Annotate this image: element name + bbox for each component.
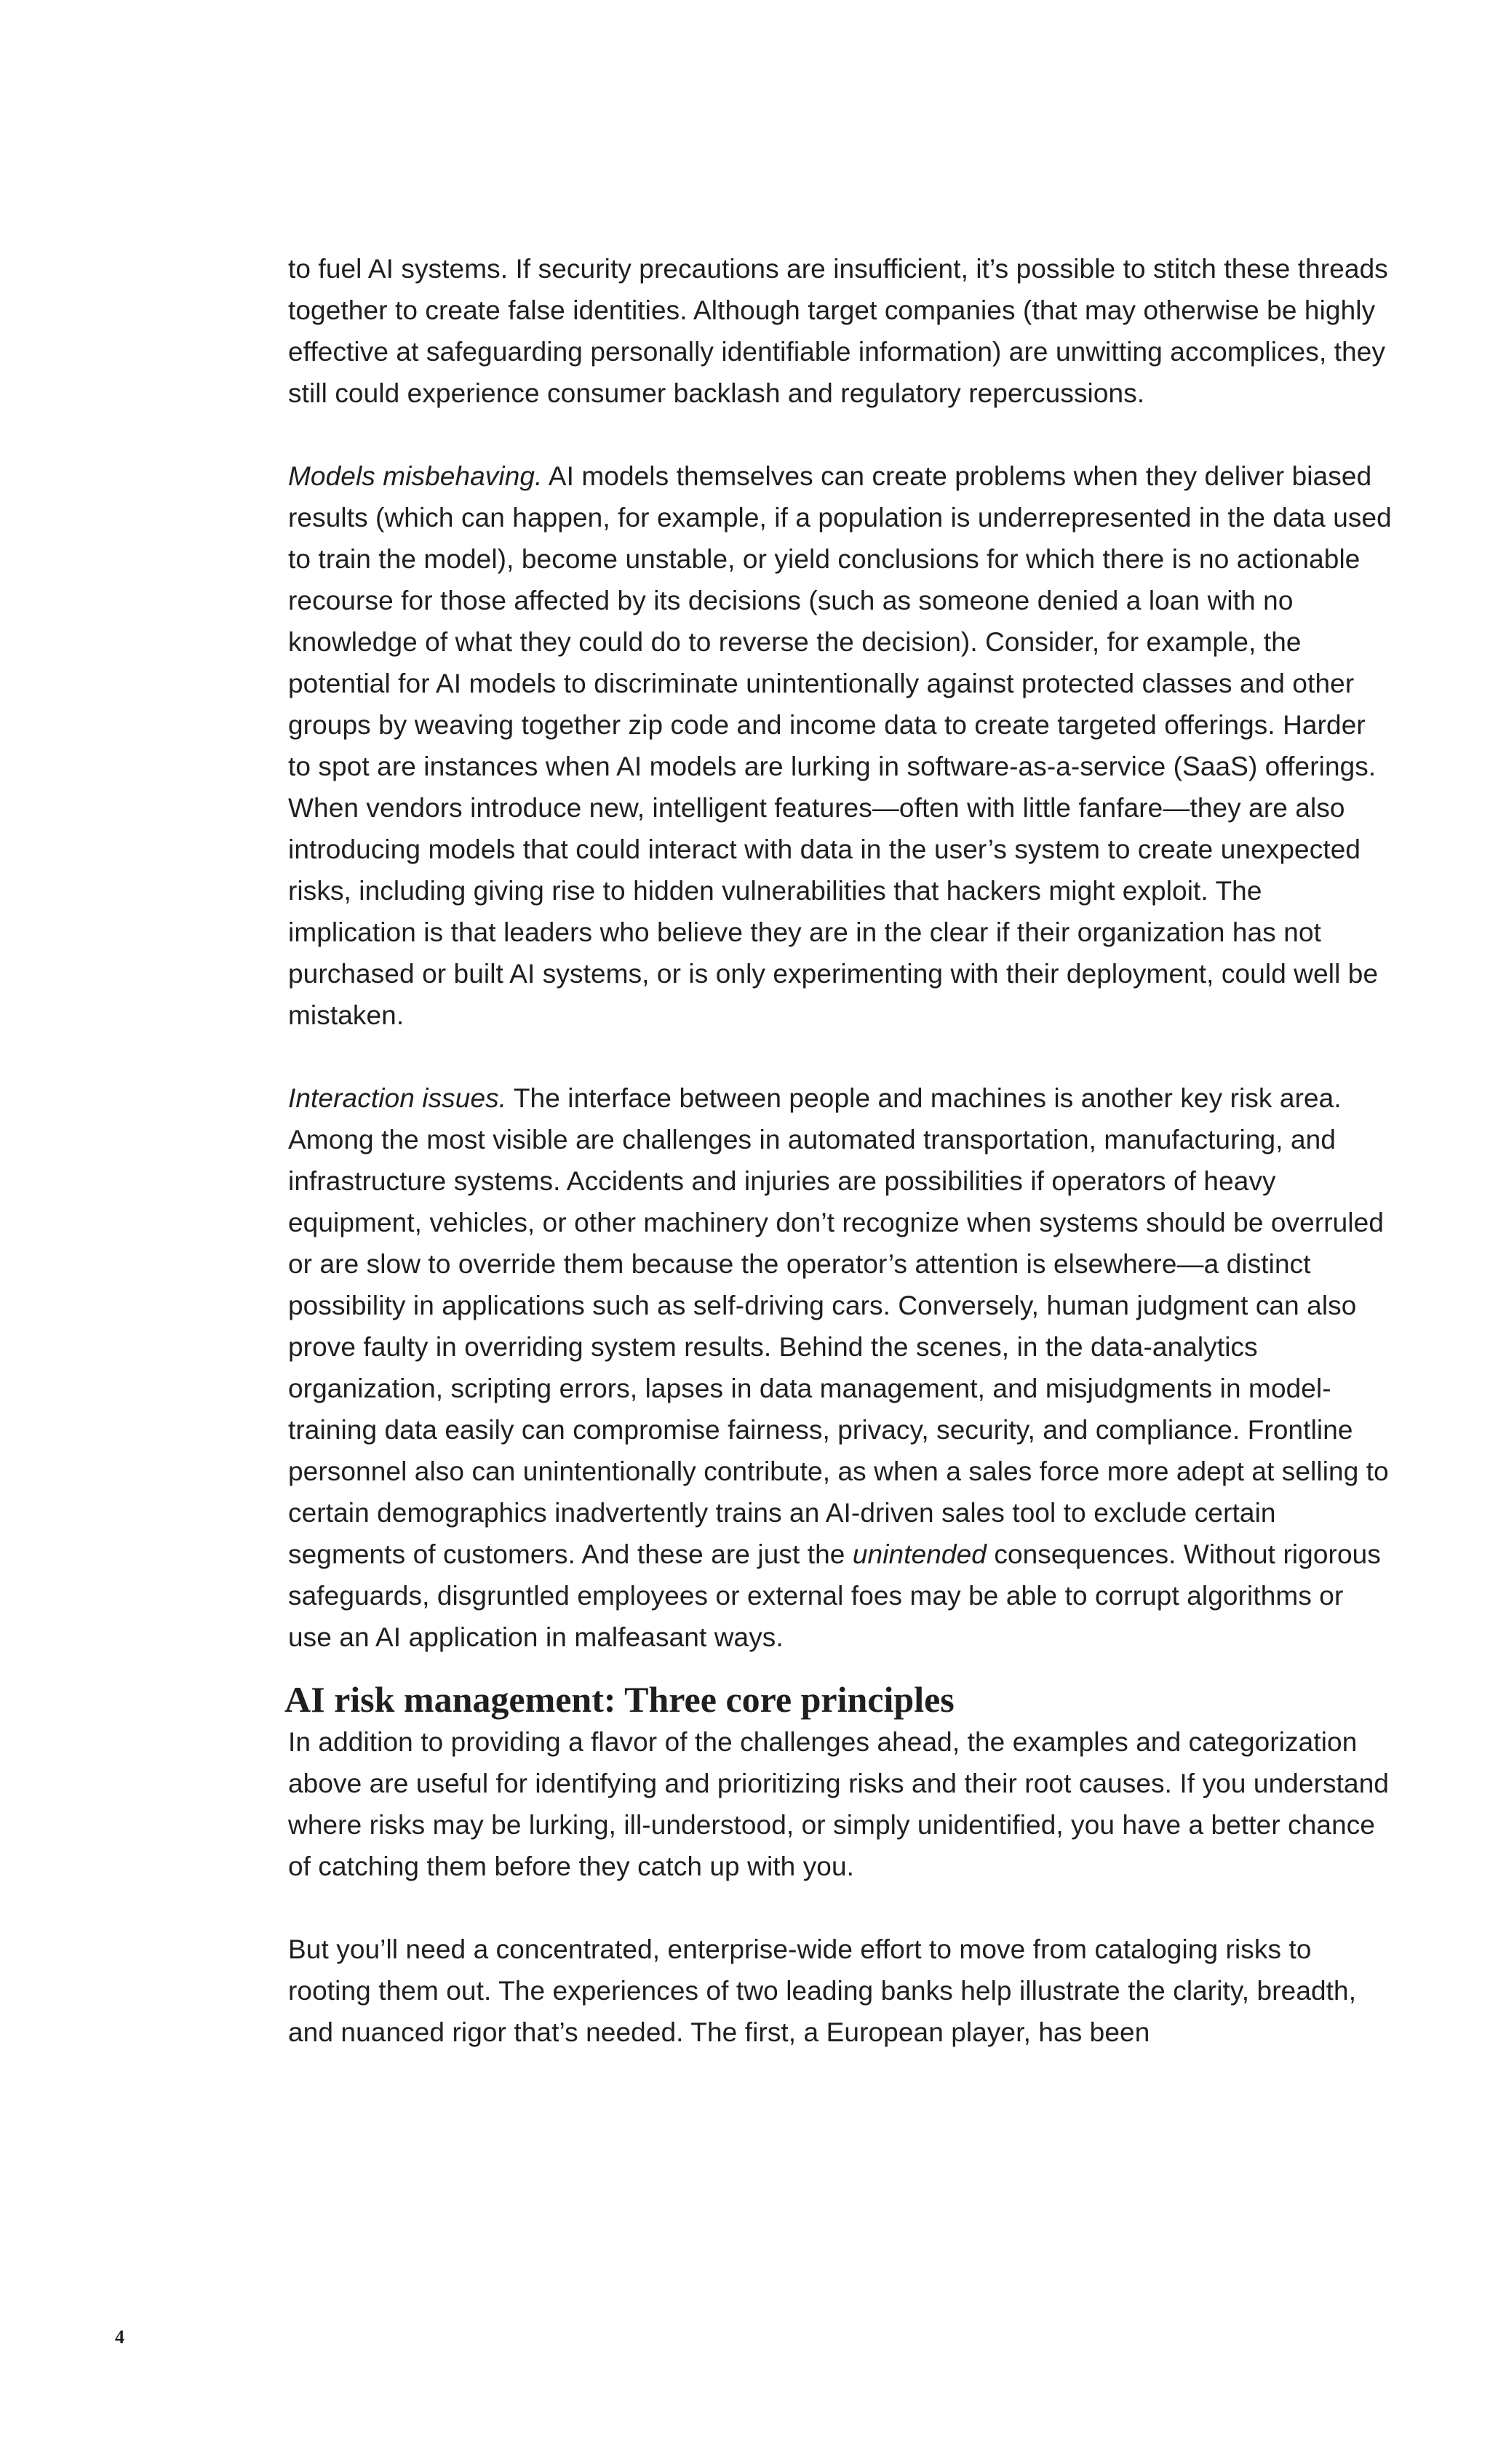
paragraph-text: consequences. Without rigorous safeguards, disgruntled employees or external foes may be able to corrupt algorithms or use an AI application in malfeasant ways.: [288, 1539, 1381, 1652]
paragraph-spacer: [288, 414, 1394, 455]
paragraph-enterprise-effort: But you’ll need a concentrated, enterprise-wide effort to move from cataloging risks to rooting them out. The experiences of two leading banks help illustrate the clarity, breadth, and nuanced rigor that’s needed. The first, a European player, has been: [288, 1934, 1357, 2047]
paragraph-identity-risk: to fuel AI systems. If security precautions are insufficient, it’s possible to stitch these threads together to create false identities. Although target companies (that may otherwise be highly effective at safeguarding personally identifiable information) are unwitting accomplices, they still could experience consumer backlash and regulatory repercussions.: [288, 254, 1388, 408]
paragraph-risk-principles-intro: In addition to providing a flavor of the challenges ahead, the examples and categorization above are useful for identifying and prioritizing risks and their root causes. If you understand where risks may be lurking, ill-understood, or simply unidentified, you have a better chance of catching them before they catch up with you.: [288, 1727, 1390, 1881]
paragraph-interaction-issues: [288, 1077, 1394, 1658]
article-body: [284, 248, 1394, 2053]
page-number: 4: [115, 2327, 124, 2348]
lead-in-interaction-issues: Interaction issues.: [288, 1083, 507, 1113]
paragraph-text: The interface between people and machines is another key risk area. Among the most visible are challenges in automated transportation, manufacturing, and infrastructure systems. Accidents and injuries are possibilities if operators of heavy equipment, vehicles, or other machinery don’t recognize when systems should be overruled or are slow to override them because the operator’s attention is elsewhere—a distinct possibility in applications such as self-driving cars. Conversely, human judgment can also prove faulty in overriding system results. Behind the scenes, in the data-analytics organization, scripting errors, lapses in data management, and misjudgments in model-training data easily can compromise fairness, privacy, security, and compliance. Frontline personnel also can unintentionally contribute, as when a sales force more adept at selling to certain demographics inadvertently trains an AI-driven sales tool to exclude certain segments of customers. And these are just the: [288, 1083, 1389, 1569]
paragraph-spacer: [288, 1887, 1394, 1929]
paragraph-text: AI models themselves can create problems when they deliver biased results (which can happen, for example, if a population is underrepresented in the data used to train the model), become unstable, or yield conclusions for which there is no actionable recourse for those affected by its decisions (such as someone denied a loan with no knowledge of what they could do to reverse the decision). Consider, for example, the potential for AI models to discriminate unintentionally against protected classes and other groups by weaving together zip code and income data to create targeted offerings. Harder to spot are instances when AI models are lurking in software-as-a-service (SaaS) offerings. When vendors introduce new, intelligent features—often with little fanfare—they are also introducing models that could interact with data in the user’s system to create unexpected risks, including giving rise to hidden vulnerabilities that hackers might exploit. The implication is that leaders who believe they are in the clear if their organization has not purchased or built AI systems, or is only experimenting with their deployment, could well be mistaken.: [288, 461, 1392, 1030]
emphasis-unintended: unintended: [852, 1539, 987, 1569]
section-heading: AI risk management: Three core principles: [284, 1679, 955, 1720]
paragraph-spacer: [288, 1036, 1394, 1077]
lead-in-models-misbehaving: Models misbehaving.: [288, 461, 543, 491]
paragraph-models-misbehaving: [288, 455, 1394, 1036]
